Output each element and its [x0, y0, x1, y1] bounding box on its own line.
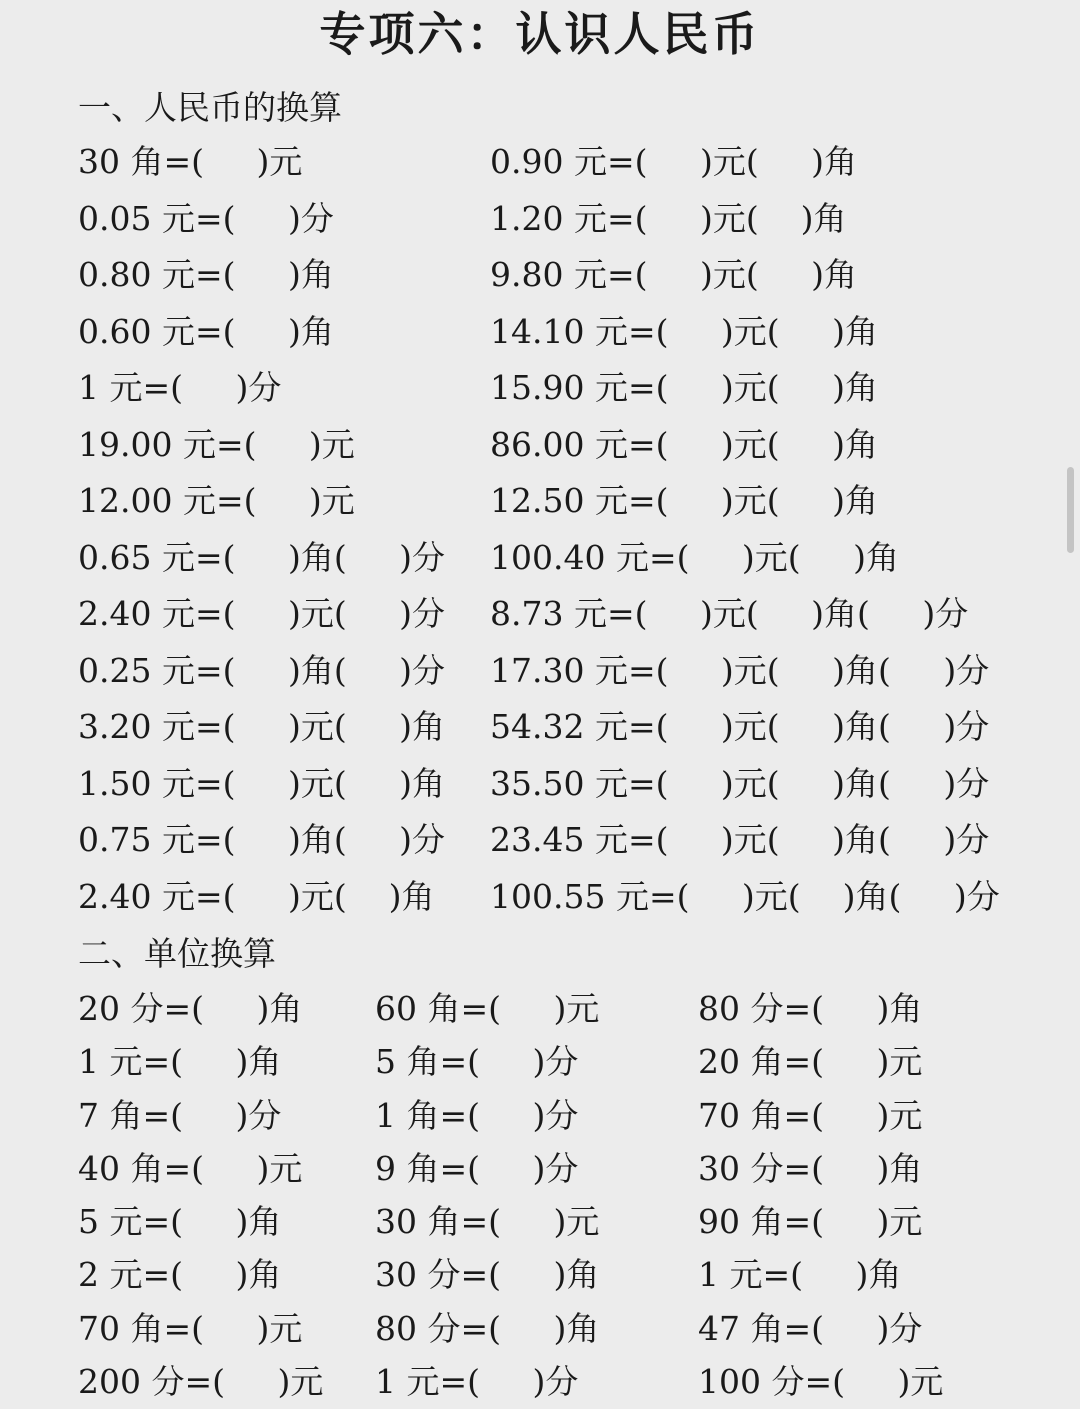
exercise-item: 70 角=( )元: [78, 1308, 303, 1348]
exercise-item: 0.65 元=( )角( )分: [78, 537, 446, 577]
exercise-item: 1 元=( )角: [698, 1255, 902, 1295]
exercise-item: 30 分=( )角: [698, 1148, 923, 1188]
exercise-item: 1 元=( )角: [78, 1042, 282, 1082]
exercise-item: 0.75 元=( )角( )分: [78, 820, 446, 859]
exercise-item: 0.25 元=( )角( )分: [78, 650, 446, 690]
exercise-item: 0.90 元=( )元( )角: [490, 142, 858, 181]
exercise-item: 90 角=( )元: [698, 1202, 923, 1242]
exercise-item: 8.73 元=( )元( )角( )分: [490, 594, 969, 633]
exercise-item: 1.20 元=( )元( )角: [490, 198, 847, 238]
exercise-item: 30 角=( )元: [375, 1202, 600, 1242]
exercise-item: 60 角=( )元: [375, 989, 600, 1028]
exercise-item: 86.00 元=( )元( )角: [490, 424, 879, 464]
exercise-item: 40 角=( )元: [78, 1148, 303, 1188]
exercise-item: 80 分=( )角: [375, 1308, 600, 1348]
exercise-item: 54.32 元=( )元( )角( )分: [490, 707, 990, 746]
exercise-item: 19.00 元=( )元: [78, 424, 355, 464]
exercise-item: 0.80 元=( )角: [78, 255, 334, 294]
exercise-item: 1 元=( )分: [78, 368, 282, 407]
exercise-item: 12.50 元=( )元( )角: [490, 481, 879, 520]
exercise-item: 15.90 元=( )元( )角: [490, 368, 879, 407]
exercise-item: 30 角=( )元: [78, 142, 303, 181]
page-title: 专项六：认识人民币: [319, 7, 761, 61]
exercise-item: 9 角=( )分: [375, 1148, 579, 1188]
exercise-item: 12.00 元=( )元: [78, 481, 355, 520]
exercise-item: 200 分=( )元: [78, 1362, 324, 1402]
exercise-item: 0.60 元=( )角: [78, 311, 334, 351]
exercise-item: 100.55 元=( )元( )角( )分: [490, 876, 1000, 916]
exercise-item: 35.50 元=( )元( )角( )分: [490, 763, 990, 803]
exercise-item: 2.40 元=( )元( )角: [78, 876, 435, 916]
exercise-item: 100 分=( )元: [698, 1362, 944, 1402]
exercise-item: 5 元=( )角: [78, 1202, 282, 1242]
exercise-item: 47 角=( )分: [698, 1308, 923, 1348]
exercise-item: 20 角=( )元: [698, 1042, 923, 1082]
section-heading-rmb-conversion: 一、人民币的换算: [78, 88, 342, 127]
exercise-item: 9.80 元=( )元( )角: [490, 255, 858, 294]
exercise-item: 20 分=( )角: [78, 989, 303, 1028]
exercise-item: 1.50 元=( )元( )角: [78, 763, 446, 803]
exercise-item: 30 分=( )角: [375, 1255, 600, 1295]
exercise-item: 1 元=( )分: [375, 1362, 579, 1402]
exercise-item: 23.45 元=( )元( )角( )分: [490, 820, 990, 859]
exercise-item: 0.05 元=( )分: [78, 198, 334, 238]
vertical-scrollbar[interactable]: [1067, 467, 1074, 553]
exercise-item: 2.40 元=( )元( )分: [78, 594, 446, 633]
exercise-item: 100.40 元=( )元( )角: [490, 537, 900, 577]
exercise-item: 1 角=( )分: [375, 1095, 579, 1135]
exercise-item: 7 角=( )分: [78, 1095, 282, 1135]
section-heading-unit-conversion: 二、单位换算: [78, 934, 276, 973]
exercise-item: 17.30 元=( )元( )角( )分: [490, 650, 990, 690]
exercise-item: 14.10 元=( )元( )角: [490, 311, 879, 351]
exercise-item: 3.20 元=( )元( )角: [78, 707, 446, 746]
exercise-item: 70 角=( )元: [698, 1095, 923, 1135]
exercise-item: 80 分=( )角: [698, 989, 923, 1028]
exercise-item: 2 元=( )角: [78, 1255, 282, 1295]
exercise-item: 5 角=( )分: [375, 1042, 579, 1082]
